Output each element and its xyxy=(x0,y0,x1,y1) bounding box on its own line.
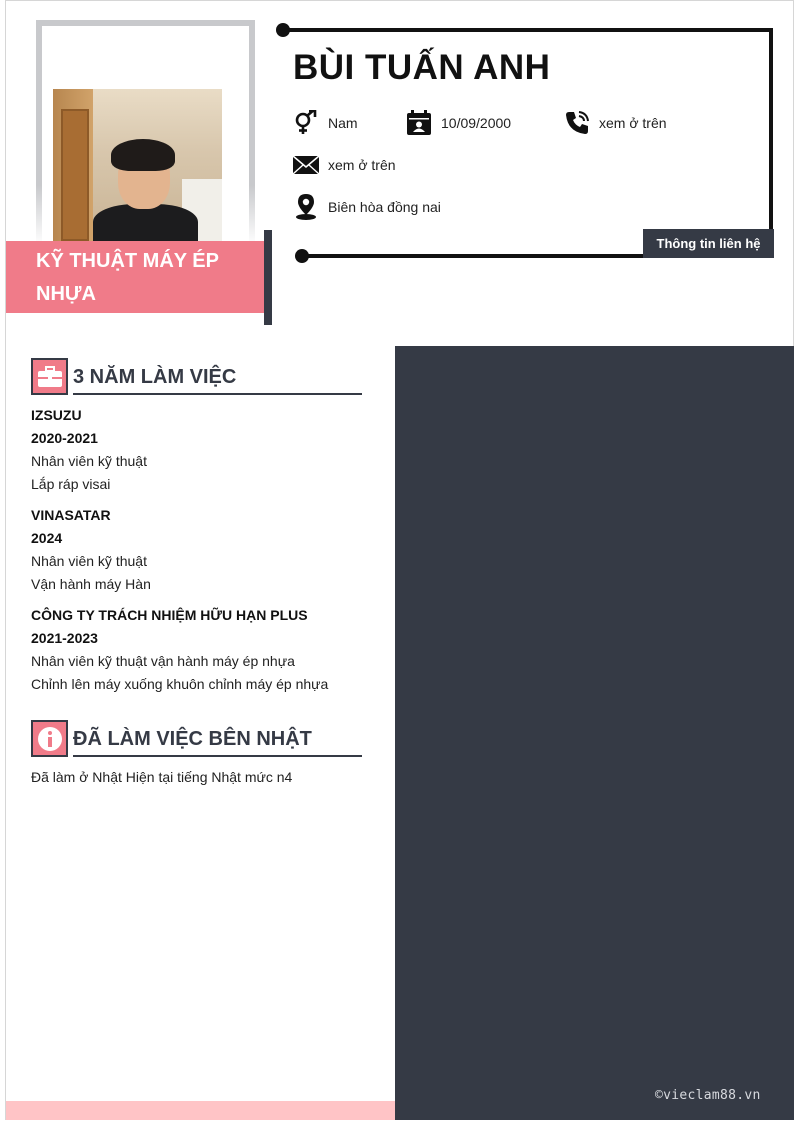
footer-bar xyxy=(6,1101,395,1120)
contact-info-badge: Thông tin liên hệ xyxy=(643,229,774,258)
email-value: xem ở trên xyxy=(328,157,396,173)
job-1-company: IZSUZU xyxy=(31,407,82,423)
job-2-description: Vận hành máy Hàn xyxy=(31,576,151,592)
japan-title: ĐÃ LÀM VIỆC BÊN NHẬT xyxy=(73,725,362,757)
birthdate-info xyxy=(405,109,511,137)
job-3-description: Chỉnh lên máy xuống khuôn chỉnh máy ép nhựa xyxy=(31,676,329,692)
job-3-position: Nhân viên kỹ thuật vận hành máy ép nhựa xyxy=(31,653,295,669)
location-pin-icon xyxy=(292,193,320,221)
experience-section-header xyxy=(31,358,362,395)
header-bottom-line xyxy=(302,254,645,258)
email-info xyxy=(292,151,396,179)
experience-title: 3 NĂM LÀM VIỆC xyxy=(73,363,362,395)
job-3-company: CÔNG TY TRÁCH NHIỆM HỮU HẠN PLUS xyxy=(31,607,308,623)
job-title: KỸ THUẬT MÁY ÉP NHỰA xyxy=(36,250,219,305)
job-title-accent-bar xyxy=(264,230,272,325)
job-1-period: 2020-2021 xyxy=(31,430,98,446)
watermark: ©vieclam88.vn xyxy=(655,1088,761,1103)
job-title-box xyxy=(6,241,264,313)
calendar-icon xyxy=(405,109,433,137)
address-info xyxy=(292,193,441,221)
japan-text: Đã làm ở Nhật Hiện tại tiếng Nhật mức n4 xyxy=(31,769,293,785)
phone-info xyxy=(563,109,667,137)
gender-info xyxy=(292,109,358,137)
header-right-line xyxy=(769,28,773,230)
header-top-line xyxy=(283,28,773,32)
info-icon xyxy=(31,720,68,757)
job-3-period: 2021-2023 xyxy=(31,630,98,646)
gender-icon xyxy=(292,109,320,137)
header-dot-bottom xyxy=(295,249,309,263)
phone-icon xyxy=(563,109,591,137)
japan-section-header xyxy=(31,720,362,757)
briefcase-icon xyxy=(31,358,68,395)
gender-value: Nam xyxy=(328,115,358,131)
right-column xyxy=(395,346,794,1120)
job-1-description: Lắp ráp visai xyxy=(31,476,111,492)
candidate-name: BÙI TUẤN ANH xyxy=(293,48,551,87)
phone-value: xem ở trên xyxy=(599,115,667,131)
address-value: Biên hòa đồng nai xyxy=(328,199,441,215)
envelope-icon xyxy=(292,151,320,179)
job-2-position: Nhân viên kỹ thuật xyxy=(31,553,147,569)
job-1-position: Nhân viên kỹ thuật xyxy=(31,453,147,469)
header-dot-top xyxy=(276,23,290,37)
profile-photo xyxy=(53,89,222,241)
birthdate-value: 10/09/2000 xyxy=(441,115,512,131)
job-2-company: VINASATAR xyxy=(31,507,111,523)
job-2-period: 2024 xyxy=(31,530,63,546)
